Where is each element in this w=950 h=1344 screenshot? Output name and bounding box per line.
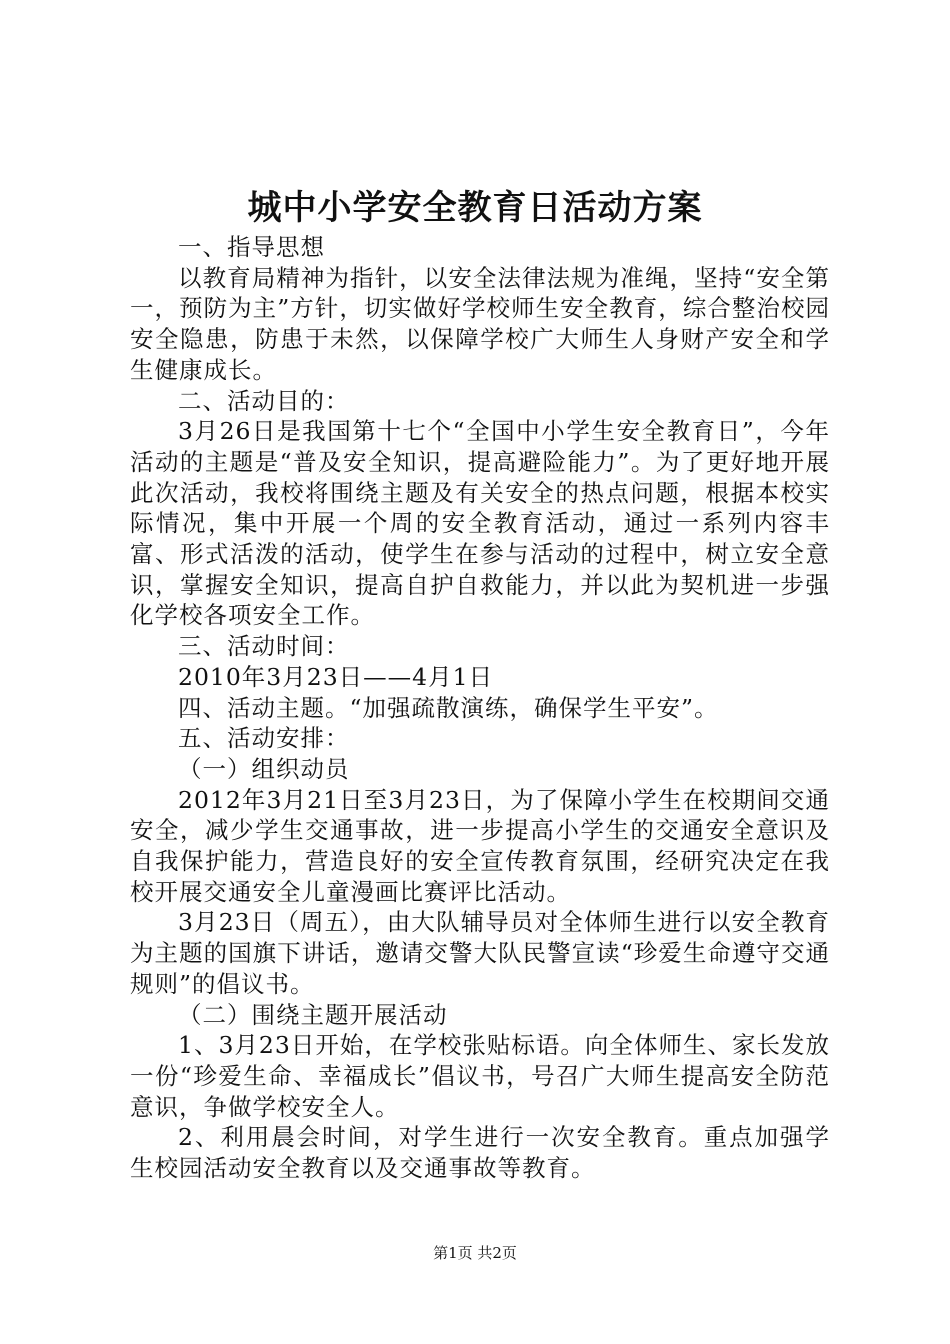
document-title: 城中小学安全教育日活动方案	[247, 188, 703, 228]
paragraph-mobilization-2: 3月23日（周五），由大队辅导员对全体师生进行以安全教育为主题的国旗下讲话，邀请交警大队民警宣读“珍爱生命遵守交通规则”的倡议书。	[130, 908, 830, 998]
paragraph-guiding-ideology: 以教育局精神为指针，以安全法律法规为准绳，坚持“安全第一，预防为主”方针，切实做好学校师生安全教育，综合整治校园安全隐患，防患于未然，以保障学校广大师生人身财产安全和学生健康成长。	[130, 263, 830, 384]
paragraph-activity-purpose: 3月26日是我国第十七个“全国中小学生安全教育日”，今年活动的主题是“普及安全知识，提高避险能力”。为了更好地开展此次活动，我校将围绕主题及有关安全的热点问题，根据本校实际情况，集中开展一个周的安全教育活动，通过一系列内容丰富、形式活泼的活动，使学生在参与活动的过程中，树立安全意识，掌握安全知识，提高自护自救能力，并以此为契机进一步强化学校各项安全工作。	[130, 417, 830, 630]
heading-activity-theme: 四、活动主题。“加强疏散演练，确保学生平安”。	[178, 693, 719, 722]
subheading-theme-activities: （二）围绕主题开展活动	[178, 1000, 448, 1029]
heading-activity-arrangement: 五、活动安排：	[178, 724, 350, 753]
heading-activity-time: 三、活动时间：	[178, 632, 350, 661]
document-body	[130, 232, 830, 1184]
paragraph-theme-activity-1: 1、3月23日开始，在学校张贴标语。向全体师生、家长发放一份“珍爱生命、幸福成长”倡议书，号召广大师生提高安全防范意识，争做学校安全人。	[130, 1031, 830, 1121]
paragraph-activity-time: 2010年3月23日——4月1日	[178, 662, 494, 691]
heading-guiding-ideology: 一、指导思想	[178, 233, 325, 261]
subheading-mobilization: （一）组织动员	[178, 754, 350, 783]
paragraph-theme-activity-2: 2、利用晨会时间，对学生进行一次安全教育。重点加强学生校园活动安全教育以及交通事故等教育。	[130, 1123, 830, 1183]
page-number-footer: 第1页 共2页	[433, 1244, 517, 1262]
paragraph-mobilization-1: 2012年3月21日至3月23日，为了保障小学生在校期间交通安全，减少学生交通事故，进一步提高小学生的交通安全意识及自我保护能力，营造良好的安全宣传教育氛围，经研究决定在我校开展交通安全儿童漫画比赛评比活动。	[130, 785, 830, 906]
heading-activity-purpose: 二、活动目的：	[178, 386, 350, 415]
